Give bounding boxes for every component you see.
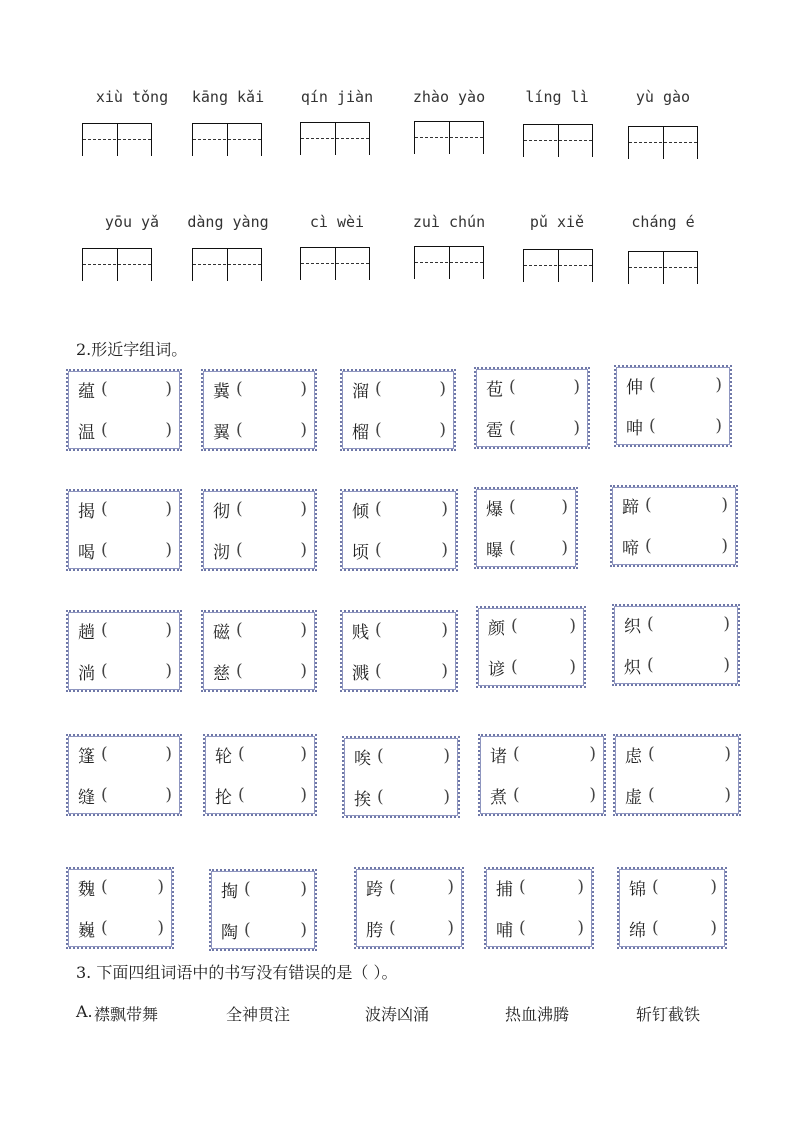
word-blank-row[interactable] xyxy=(213,377,307,401)
close-paren: ) xyxy=(300,785,307,805)
character: 趟 xyxy=(78,622,95,643)
writing-grid[interactable] xyxy=(82,123,152,156)
open-paren: ( xyxy=(101,540,108,560)
character: 颜 xyxy=(488,618,505,639)
character: 贱 xyxy=(352,622,369,643)
writing-grid[interactable] xyxy=(300,247,370,280)
character: 诸 xyxy=(490,746,507,767)
open-paren: ( xyxy=(238,785,245,805)
pinyin-label: cháng é xyxy=(631,213,695,231)
character-pair-card xyxy=(617,867,727,949)
word-blank-row[interactable] xyxy=(78,875,164,899)
character-pair-card xyxy=(66,489,182,571)
word-blank-row[interactable] xyxy=(352,659,448,683)
open-paren: ( xyxy=(509,538,516,558)
open-paren: ( xyxy=(652,877,659,897)
character: 唉 xyxy=(354,748,371,769)
open-paren: ( xyxy=(375,379,382,399)
character-pair-card xyxy=(614,365,732,447)
character: 哺 xyxy=(496,920,513,941)
pinyin-label: yù gào xyxy=(635,88,691,106)
word-blank-row[interactable] xyxy=(78,783,172,807)
word-blank-row[interactable] xyxy=(78,742,172,766)
close-paren: ) xyxy=(721,536,728,556)
character-pair-card xyxy=(474,367,590,449)
open-paren: ( xyxy=(244,920,251,940)
open-paren: ( xyxy=(648,785,655,805)
character: 顷 xyxy=(352,542,369,563)
character: 揭 xyxy=(78,501,95,522)
section-2-title: 2.形近字组词。 xyxy=(76,340,188,359)
open-paren: ( xyxy=(101,499,108,519)
word-blank-row[interactable] xyxy=(78,538,172,562)
character: 绵 xyxy=(629,920,646,941)
character: 呻 xyxy=(626,418,643,439)
character-pair-card xyxy=(476,606,586,688)
close-paren: ) xyxy=(573,418,580,438)
character: 伸 xyxy=(626,377,643,398)
option-a-word: 襟飘带舞 xyxy=(94,1005,159,1024)
character: 淌 xyxy=(78,663,95,684)
character: 缝 xyxy=(78,787,95,808)
open-paren: ( xyxy=(375,540,382,560)
character: 彻 xyxy=(213,501,230,522)
close-paren: ) xyxy=(561,497,568,517)
option-a-word: 波涛凶涌 xyxy=(365,1005,430,1024)
open-paren: ( xyxy=(389,918,396,938)
close-paren: ) xyxy=(710,877,717,897)
character-pair-card xyxy=(612,604,740,686)
close-paren: ) xyxy=(165,499,172,519)
character: 虑 xyxy=(625,746,642,767)
close-paren: ) xyxy=(561,538,568,558)
close-paren: ) xyxy=(721,495,728,515)
pinyin-label: cì wèi xyxy=(309,213,365,231)
close-paren: ) xyxy=(165,420,172,440)
open-paren: ( xyxy=(652,918,659,938)
open-paren: ( xyxy=(511,616,518,636)
word-blank-row[interactable] xyxy=(221,877,307,901)
word-blank-row[interactable] xyxy=(78,497,172,521)
character: 蹄 xyxy=(622,497,639,518)
word-blank-row[interactable] xyxy=(354,744,450,768)
writing-grid[interactable] xyxy=(628,251,698,284)
character: 倾 xyxy=(352,501,369,522)
character: 挨 xyxy=(354,789,371,810)
pinyin-label: qín jiàn xyxy=(300,88,374,106)
writing-grid[interactable] xyxy=(414,246,484,279)
open-paren: ( xyxy=(519,918,526,938)
close-paren: ) xyxy=(439,420,446,440)
open-paren: ( xyxy=(647,655,654,675)
word-blank-row[interactable] xyxy=(213,659,307,683)
character: 雹 xyxy=(486,420,503,441)
character: 巍 xyxy=(78,920,95,941)
character: 虚 xyxy=(625,787,642,808)
close-paren: ) xyxy=(715,375,722,395)
option-a-word: 热血沸腾 xyxy=(505,1005,570,1024)
writing-grid[interactable] xyxy=(523,249,593,282)
character: 苞 xyxy=(486,379,503,400)
character-pair-card xyxy=(201,489,317,571)
writing-grid[interactable] xyxy=(300,122,370,155)
character: 织 xyxy=(624,616,641,637)
pinyin-label: xiù tǒng xyxy=(95,88,169,106)
question-3: 3. 下面四组词语中的书写没有错误的是（ ）。 xyxy=(76,963,398,982)
word-blank-row[interactable] xyxy=(629,875,717,899)
close-paren: ) xyxy=(723,614,730,634)
word-blank-row[interactable] xyxy=(352,618,448,642)
open-paren: ( xyxy=(101,744,108,764)
open-paren: ( xyxy=(238,744,245,764)
word-blank-row[interactable] xyxy=(352,377,446,401)
word-blank-row[interactable] xyxy=(78,418,172,442)
character: 溅 xyxy=(352,663,369,684)
open-paren: ( xyxy=(509,497,516,517)
open-paren: ( xyxy=(509,418,516,438)
character: 煮 xyxy=(490,787,507,808)
open-paren: ( xyxy=(645,495,652,515)
open-paren: ( xyxy=(236,540,243,560)
word-blank-row[interactable] xyxy=(213,418,307,442)
close-paren: ) xyxy=(300,661,307,681)
word-blank-row[interactable] xyxy=(486,536,568,560)
writing-grid[interactable] xyxy=(414,121,484,154)
word-blank-row[interactable] xyxy=(486,416,580,440)
character: 溜 xyxy=(352,381,369,402)
open-paren: ( xyxy=(236,379,243,399)
character-pair-card xyxy=(354,867,464,949)
character-pair-card xyxy=(201,610,317,692)
open-paren: ( xyxy=(649,416,656,436)
character-pair-card xyxy=(340,610,458,692)
character-pair-card xyxy=(201,369,317,451)
word-blank-row[interactable] xyxy=(366,875,454,899)
word-blank-row[interactable] xyxy=(213,618,307,642)
open-paren: ( xyxy=(244,879,251,899)
close-paren: ) xyxy=(439,379,446,399)
character: 喝 xyxy=(78,542,95,563)
character: 慈 xyxy=(213,663,230,684)
pinyin-label: zhào yào xyxy=(412,88,486,106)
character-pair-card xyxy=(66,369,182,451)
character: 锦 xyxy=(629,879,646,900)
pinyin-label: dàng yàng xyxy=(187,213,269,231)
word-blank-row[interactable] xyxy=(352,538,448,562)
word-blank-row[interactable] xyxy=(352,497,448,521)
character: 胯 xyxy=(366,920,383,941)
word-blank-row[interactable] xyxy=(486,495,568,519)
writing-grid[interactable] xyxy=(192,248,262,281)
word-blank-row[interactable] xyxy=(490,742,596,766)
character: 蕴 xyxy=(78,381,95,402)
character: 捕 xyxy=(496,879,513,900)
character: 榴 xyxy=(352,422,369,443)
word-blank-row[interactable] xyxy=(221,918,307,942)
character: 篷 xyxy=(78,746,95,767)
character: 温 xyxy=(78,422,95,443)
open-paren: ( xyxy=(236,620,243,640)
word-blank-row[interactable] xyxy=(629,916,717,940)
close-paren: ) xyxy=(441,540,448,560)
pinyin-label: zuì chún xyxy=(412,213,486,231)
open-paren: ( xyxy=(649,375,656,395)
word-blank-row[interactable] xyxy=(215,742,307,766)
word-blank-row[interactable] xyxy=(626,414,722,438)
close-paren: ) xyxy=(715,416,722,436)
open-paren: ( xyxy=(645,536,652,556)
close-paren: ) xyxy=(157,877,164,897)
close-paren: ) xyxy=(300,879,307,899)
character-pair-card xyxy=(340,369,456,451)
open-paren: ( xyxy=(377,746,384,766)
close-paren: ) xyxy=(165,661,172,681)
character-pair-card xyxy=(484,867,594,949)
option-a-label: A. xyxy=(76,1002,93,1021)
character: 爆 xyxy=(486,499,503,520)
character-pair-card xyxy=(66,734,182,816)
open-paren: ( xyxy=(101,379,108,399)
close-paren: ) xyxy=(441,661,448,681)
character: 啼 xyxy=(622,538,639,559)
open-paren: ( xyxy=(101,877,108,897)
close-paren: ) xyxy=(573,377,580,397)
writing-grid[interactable] xyxy=(523,124,593,157)
character-pair-card xyxy=(478,734,606,816)
open-paren: ( xyxy=(513,785,520,805)
open-paren: ( xyxy=(519,877,526,897)
word-blank-row[interactable] xyxy=(624,653,730,677)
character-pair-card xyxy=(209,869,317,951)
open-paren: ( xyxy=(509,377,516,397)
close-paren: ) xyxy=(300,420,307,440)
close-paren: ) xyxy=(300,540,307,560)
word-blank-row[interactable] xyxy=(496,916,584,940)
close-paren: ) xyxy=(165,744,172,764)
open-paren: ( xyxy=(377,787,384,807)
writing-grid[interactable] xyxy=(82,248,152,281)
close-paren: ) xyxy=(724,744,731,764)
open-paren: ( xyxy=(236,499,243,519)
character: 沏 xyxy=(213,542,230,563)
close-paren: ) xyxy=(569,616,576,636)
close-paren: ) xyxy=(300,744,307,764)
open-paren: ( xyxy=(375,620,382,640)
writing-grid[interactable] xyxy=(192,123,262,156)
word-blank-row[interactable] xyxy=(496,875,584,899)
close-paren: ) xyxy=(157,918,164,938)
word-blank-row[interactable] xyxy=(352,418,446,442)
option-a-word: 全神贯注 xyxy=(226,1005,291,1024)
character-pair-card xyxy=(340,489,458,571)
close-paren: ) xyxy=(300,499,307,519)
close-paren: ) xyxy=(589,744,596,764)
word-blank-row[interactable] xyxy=(213,497,307,521)
open-paren: ( xyxy=(101,661,108,681)
option-a-word: 斩钉截铁 xyxy=(636,1005,701,1024)
word-blank-row[interactable] xyxy=(626,373,722,397)
character: 抡 xyxy=(215,787,232,808)
open-paren: ( xyxy=(648,744,655,764)
character-pair-card xyxy=(342,736,460,818)
character-pair-card xyxy=(610,485,738,567)
word-blank-row[interactable] xyxy=(366,916,454,940)
word-blank-row[interactable] xyxy=(78,916,164,940)
word-blank-row[interactable] xyxy=(625,783,731,807)
character: 翼 xyxy=(213,422,230,443)
character-pair-card xyxy=(66,867,174,949)
close-paren: ) xyxy=(447,918,454,938)
open-paren: ( xyxy=(513,744,520,764)
close-paren: ) xyxy=(441,499,448,519)
pinyin-label: líng lì xyxy=(525,88,589,106)
open-paren: ( xyxy=(375,499,382,519)
character: 谚 xyxy=(488,659,505,680)
close-paren: ) xyxy=(165,379,172,399)
close-paren: ) xyxy=(724,785,731,805)
word-blank-row[interactable] xyxy=(486,375,580,399)
character-pair-card xyxy=(66,610,182,692)
word-blank-row[interactable] xyxy=(213,538,307,562)
close-paren: ) xyxy=(441,620,448,640)
word-blank-row[interactable] xyxy=(78,659,172,683)
character: 魏 xyxy=(78,879,95,900)
close-paren: ) xyxy=(589,785,596,805)
open-paren: ( xyxy=(101,918,108,938)
close-paren: ) xyxy=(723,655,730,675)
word-blank-row[interactable] xyxy=(78,618,172,642)
character: 炽 xyxy=(624,657,641,678)
close-paren: ) xyxy=(300,379,307,399)
word-blank-row[interactable] xyxy=(78,377,172,401)
close-paren: ) xyxy=(443,746,450,766)
open-paren: ( xyxy=(375,420,382,440)
word-blank-row[interactable] xyxy=(624,612,730,636)
word-blank-row[interactable] xyxy=(622,493,728,517)
open-paren: ( xyxy=(101,420,108,440)
character: 陶 xyxy=(221,922,238,943)
word-blank-row[interactable] xyxy=(354,785,450,809)
open-paren: ( xyxy=(389,877,396,897)
pinyin-label: kāng kǎi xyxy=(191,88,265,106)
word-blank-row[interactable] xyxy=(625,742,731,766)
character: 跨 xyxy=(366,879,383,900)
character-pair-card xyxy=(203,734,317,816)
open-paren: ( xyxy=(375,661,382,681)
close-paren: ) xyxy=(447,877,454,897)
character-pair-card xyxy=(474,487,578,569)
open-paren: ( xyxy=(236,420,243,440)
open-paren: ( xyxy=(236,661,243,681)
close-paren: ) xyxy=(710,918,717,938)
character: 掏 xyxy=(221,881,238,902)
writing-grid[interactable] xyxy=(628,126,698,159)
open-paren: ( xyxy=(647,614,654,634)
word-blank-row[interactable] xyxy=(490,783,596,807)
character: 磁 xyxy=(213,622,230,643)
close-paren: ) xyxy=(165,785,172,805)
word-blank-row[interactable] xyxy=(488,614,576,638)
close-paren: ) xyxy=(300,920,307,940)
pinyin-label: yōu yǎ xyxy=(104,213,160,231)
word-blank-row[interactable] xyxy=(622,534,728,558)
close-paren: ) xyxy=(577,877,584,897)
close-paren: ) xyxy=(165,540,172,560)
close-paren: ) xyxy=(165,620,172,640)
open-paren: ( xyxy=(511,657,518,677)
close-paren: ) xyxy=(300,620,307,640)
pinyin-label: pǔ xiě xyxy=(529,213,585,231)
close-paren: ) xyxy=(577,918,584,938)
close-paren: ) xyxy=(443,787,450,807)
character: 冀 xyxy=(213,381,230,402)
open-paren: ( xyxy=(101,785,108,805)
word-blank-row[interactable] xyxy=(488,655,576,679)
word-blank-row[interactable] xyxy=(215,783,307,807)
character: 轮 xyxy=(215,746,232,767)
character-pair-card xyxy=(613,734,741,816)
open-paren: ( xyxy=(101,620,108,640)
close-paren: ) xyxy=(569,657,576,677)
character: 曝 xyxy=(486,540,503,561)
